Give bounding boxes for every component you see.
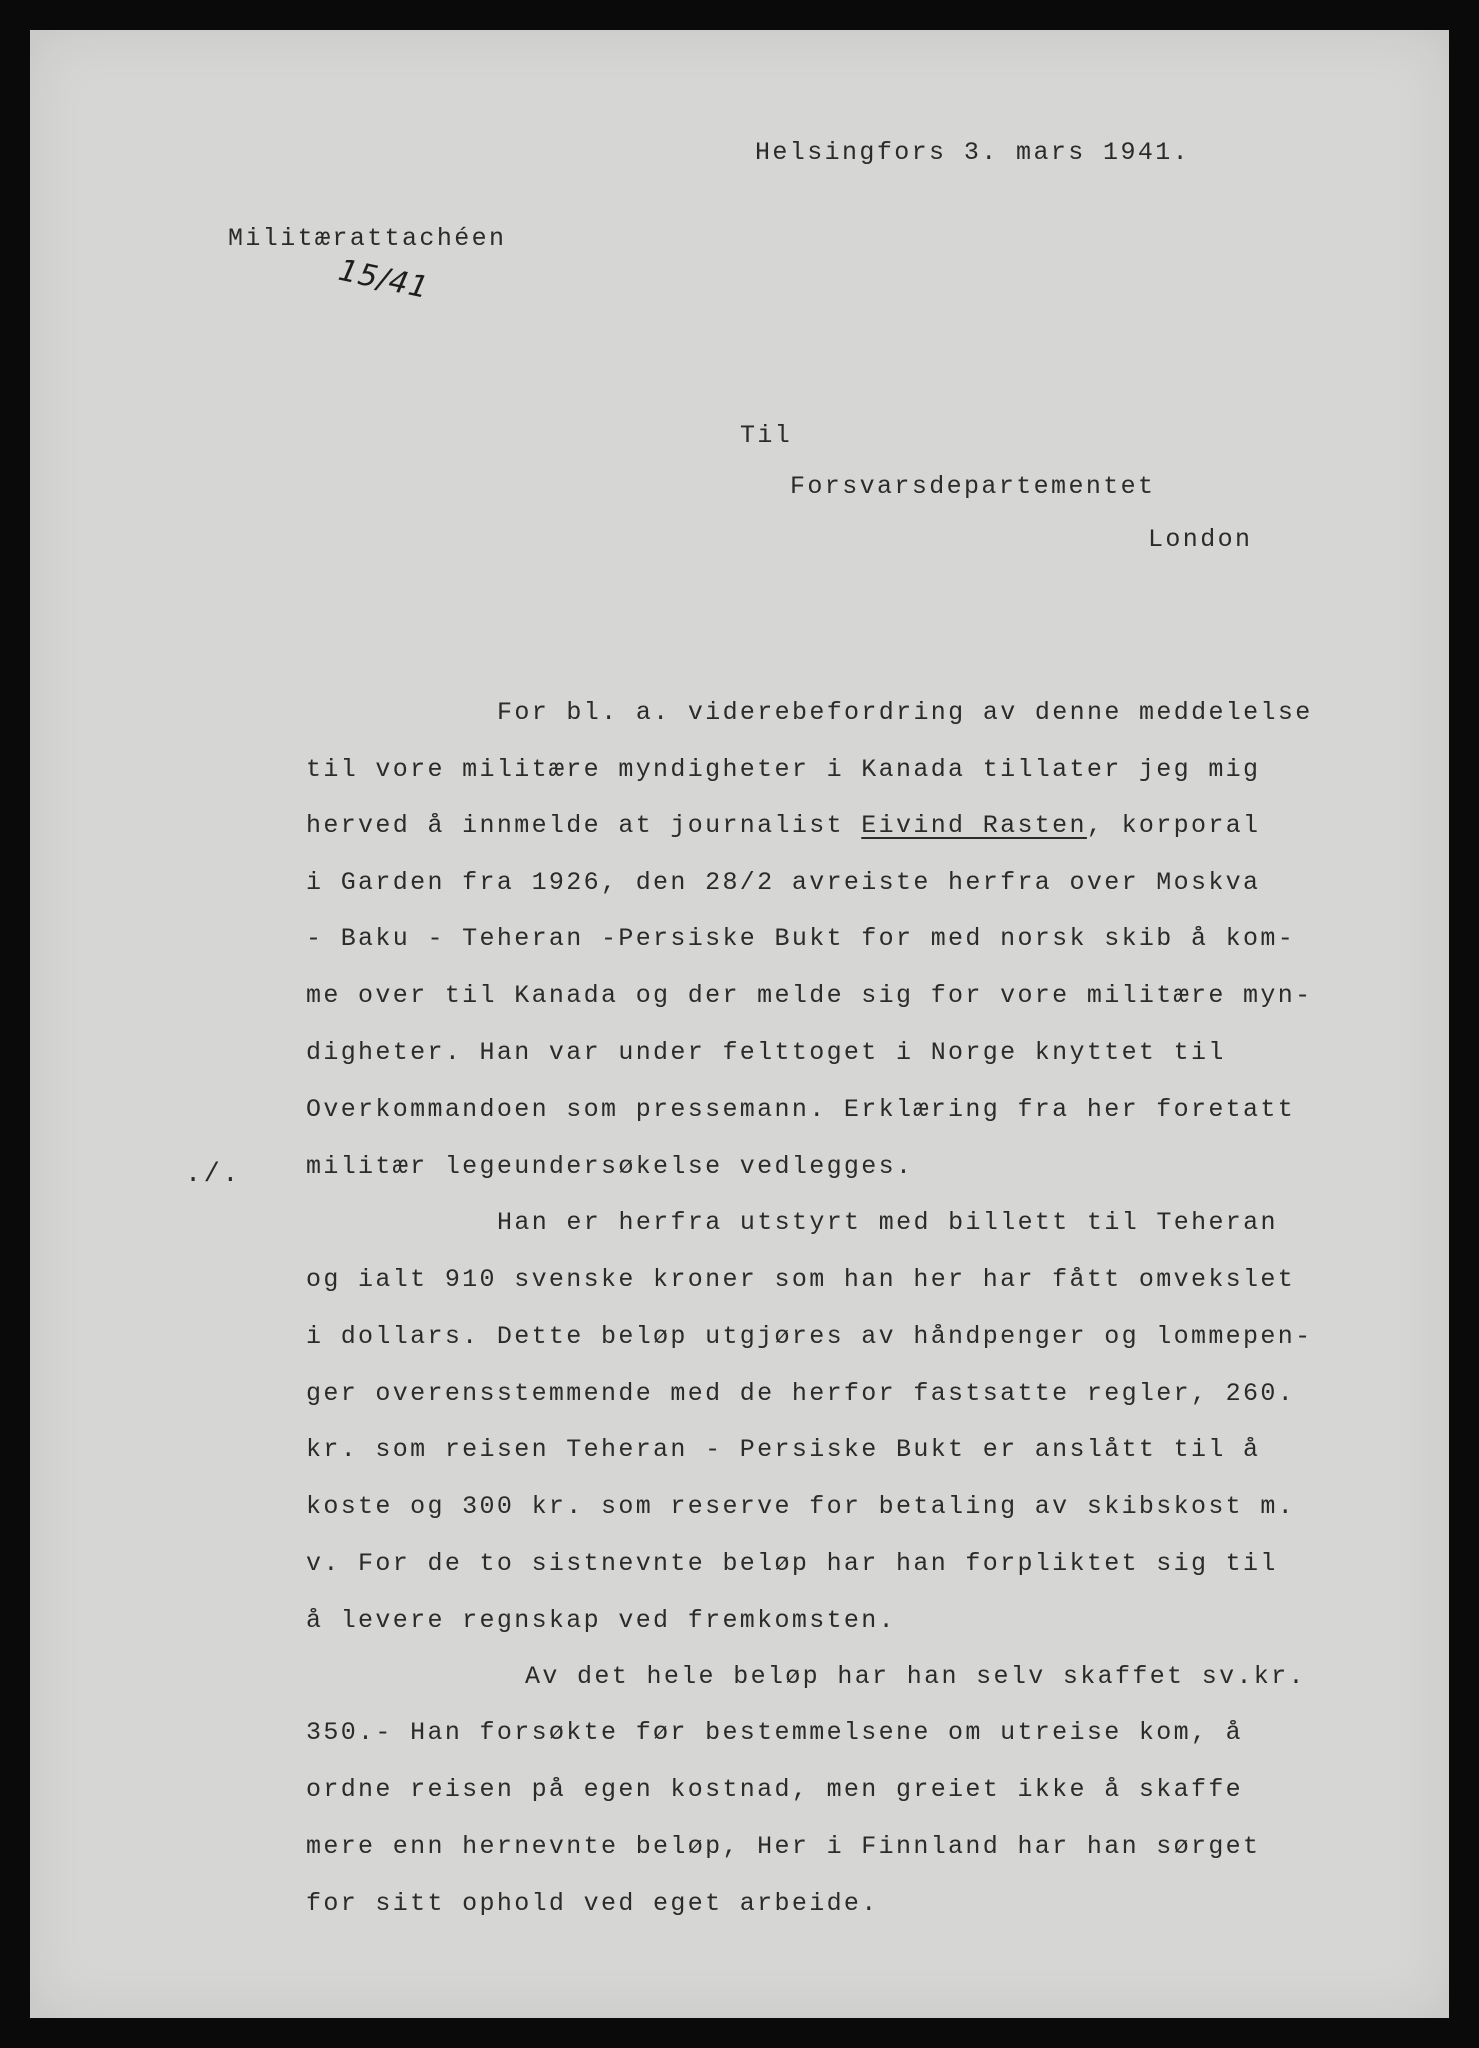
sender: Militærattachéen bbox=[228, 224, 507, 253]
body-line bbox=[306, 813, 1260, 838]
enclosure-mark: ./. bbox=[185, 1160, 241, 1190]
body-line: i Garden fra 1926, den 28/2 avreiste herfra over Moskva bbox=[306, 868, 1261, 897]
address-to: Til bbox=[740, 421, 793, 450]
address-department: Forsvarsdepartementet bbox=[790, 472, 1156, 501]
body-line: ordne reisen på egen kostnad, men greiet ikke å skaffe bbox=[306, 1775, 1244, 1804]
body-line: koste og 300 kr. som reserve for betaling av skibskost m. bbox=[306, 1492, 1296, 1521]
body-line: Overkommandoen som pressemann. Erklæring fra her foretatt bbox=[306, 1095, 1296, 1124]
body-line: å levere regnskap ved fremkomsten. bbox=[306, 1606, 896, 1635]
body-text: , korporal bbox=[1086, 811, 1261, 840]
body-line: i dollars. Dette beløp utgjøres av håndpenger og lommepen- bbox=[306, 1322, 1313, 1351]
body-line: Av det hele beløp har han selv skaffet sv.kr. bbox=[525, 1662, 1306, 1691]
body-line: For bl. a. viderebefordring av denne meddelelse bbox=[497, 698, 1313, 727]
body-line: for sitt ophold ved eget arbeide. bbox=[306, 1889, 879, 1918]
body-line: - Baku - Teheran -Persiske Bukt for med norsk skib å kom- bbox=[306, 924, 1296, 953]
body-text: herved å innmelde at journalist bbox=[306, 811, 862, 840]
body-line: digheter. Han var under felttoget i Norge knyttet til bbox=[306, 1038, 1226, 1067]
body-line: kr. som reisen Teheran - Persiske Bukt er anslått til å bbox=[306, 1435, 1261, 1464]
body-line: v. For de to sistnevnte beløp har han forpliktet sig til bbox=[306, 1549, 1278, 1578]
body-line: me over til Kanada og der melde sig for vore militære myn- bbox=[306, 981, 1313, 1010]
reference-number: 15/41 bbox=[335, 252, 433, 307]
person-name: Eivind Rasten bbox=[861, 811, 1087, 840]
body-line: Han er herfra utstyrt med billett til Teheran bbox=[497, 1208, 1278, 1237]
place-date: Helsingfors 3. mars 1941. bbox=[755, 138, 1191, 167]
body-line: 350.- Han forsøkte før bestemmelsene om utreise kom, å bbox=[306, 1718, 1244, 1747]
body-line: mere enn hernevnte beløp, Her i Finnland har han sørget bbox=[306, 1832, 1261, 1861]
body-line: til vore militære myndigheter i Kanada tillater jeg mig bbox=[306, 755, 1261, 784]
body-line: ger overensstemmende med de herfor fastsatte regler, 260. bbox=[306, 1379, 1296, 1408]
address-city: London bbox=[1148, 525, 1253, 554]
body-line: og ialt 910 svenske kroner som han her har fått omvekslet bbox=[306, 1265, 1296, 1294]
body-line: militær legeundersøkelse vedlegges. bbox=[306, 1152, 914, 1181]
